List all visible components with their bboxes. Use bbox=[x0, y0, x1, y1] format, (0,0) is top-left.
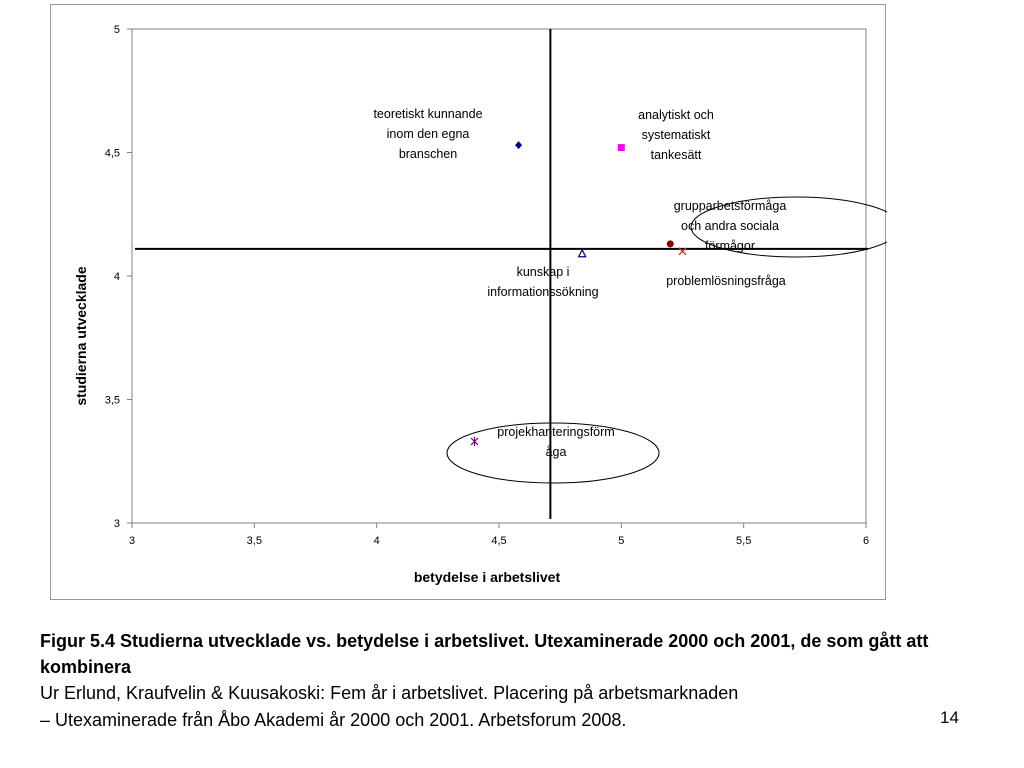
data-point-3-circle-marker bbox=[667, 240, 674, 247]
x-tick-label: 3,5 bbox=[246, 535, 262, 547]
x-tick-label: 3 bbox=[128, 535, 136, 547]
y-tick-label: 3,5 bbox=[104, 394, 120, 407]
data-point-6-asterisk-marker bbox=[471, 437, 478, 446]
x-tick-label: 5,5 bbox=[736, 535, 752, 547]
data-point-2-label: analytiskt och systematiskt tankesätt bbox=[638, 108, 714, 162]
chart-frame bbox=[50, 4, 886, 600]
caption-source-line-2: – Utexaminerade från Åbo Akademi år 2000 och 2001. Arbetsforum 2008. bbox=[40, 710, 627, 730]
caption-source-line-1: Ur Erlund, Kraufvelin & Kuusakoski: Fem år i arbetslivet. Placering på arbetsmarknaden bbox=[40, 683, 739, 703]
caption-title: Figur 5.4 Studierna utvecklade vs. betydelse i arbetslivet. Utexaminerade 2000 och 2001, de som gått att kombinera bbox=[40, 631, 929, 677]
data-point-5-triangle-marker bbox=[579, 250, 586, 257]
page-number: 14 bbox=[940, 708, 959, 727]
data-point-1-diamond-marker bbox=[515, 141, 522, 149]
data-point-2-square-marker bbox=[618, 144, 625, 151]
data-point-4-label: problemlösningsfråga bbox=[666, 274, 786, 288]
x-axis-title: betydelse i arbetslivet bbox=[413, 569, 561, 585]
data-point-3-label: grupparbetsförmåga och andra sociala förmågor bbox=[673, 199, 787, 253]
data-point-5-label: kunskap i informationssökning bbox=[487, 265, 599, 299]
y-tick-label: 3 bbox=[113, 518, 120, 530]
x-tick-label: 4,5 bbox=[491, 535, 507, 547]
x-tick-label: 4 bbox=[373, 535, 380, 547]
y-axis-title: studierna utvecklade bbox=[73, 266, 89, 406]
scatter-chart bbox=[51, 5, 887, 601]
data-point-6-label: projekhanteringsförm åga bbox=[497, 425, 615, 459]
data-point-1-label: teoretiskt kunnande inom den egna branschen bbox=[373, 107, 483, 161]
y-tick-label: 4 bbox=[113, 271, 120, 283]
y-tick-label: 5 bbox=[113, 24, 120, 36]
y-tick-label: 4,5 bbox=[104, 147, 120, 160]
figure-caption bbox=[40, 628, 990, 734]
x-tick-label: 5 bbox=[618, 535, 625, 547]
x-tick-label: 6 bbox=[862, 535, 870, 547]
